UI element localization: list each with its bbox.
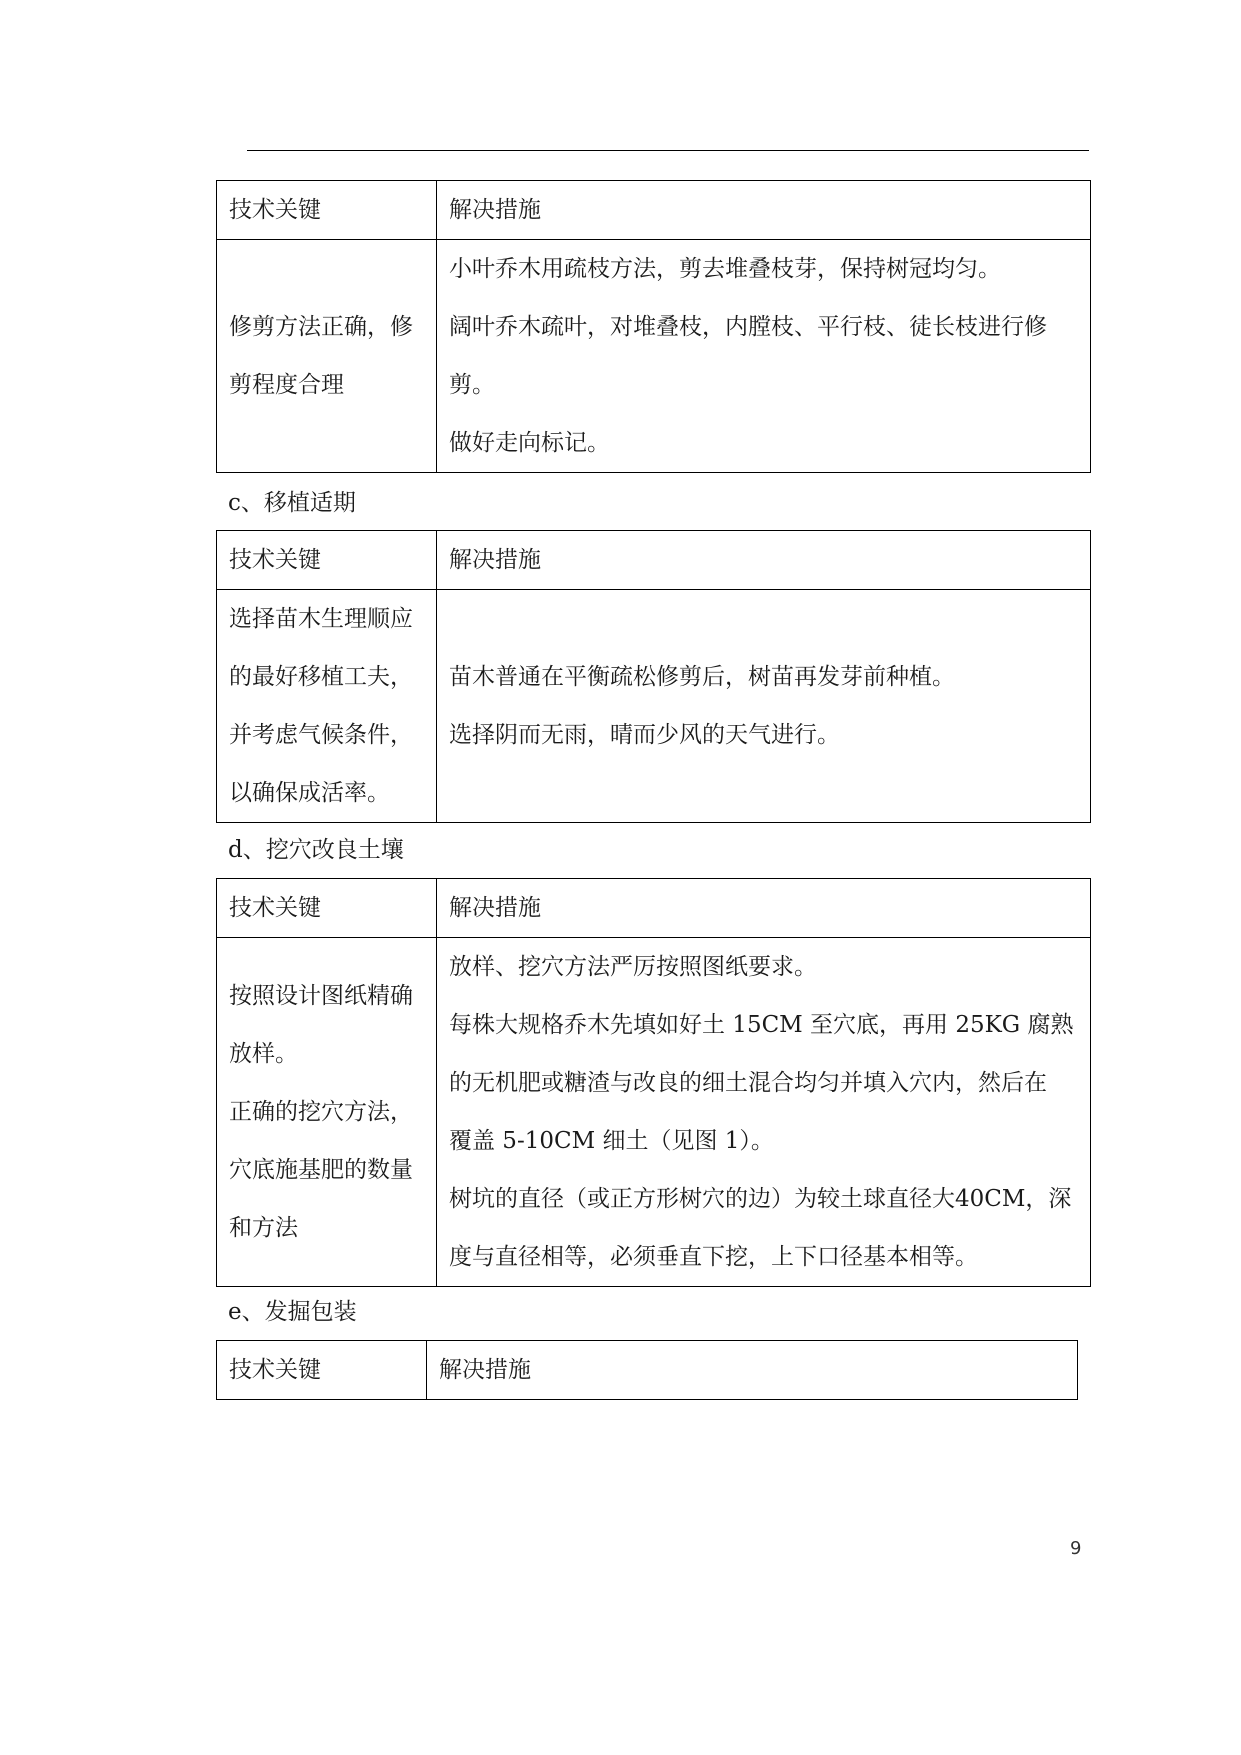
table-header-row [217,181,1091,240]
header-key: 技术关键 [217,181,437,240]
solution-line: 放样、挖穴方法严厉按照图纸要求。 [449,954,817,980]
section-heading-c: c、移植适期 [228,490,356,516]
solution-line: 小叶乔木用疏枝方法，剪去堆叠枝芽，保持树冠均匀。 [449,256,1001,282]
key-line: 修剪方法正确，修 [229,314,413,340]
key-cell [217,938,437,1287]
header-rule [247,150,1089,151]
key-line: 正确的挖穴方法， [229,1099,413,1125]
solution-line: 剪。 [449,372,495,398]
header-solution: 解决措施 [437,879,1091,938]
table-pit-digging [216,878,1091,1287]
table-header-row [217,879,1091,938]
header-solution: 解决措施 [427,1341,1078,1400]
solution-line: 苗木普通在平衡疏松修剪后，树苗再发芽前种植。 [449,664,955,690]
table-row [217,590,1091,823]
header-solution: 解决措施 [437,181,1091,240]
table-transplant-timing [216,530,1091,823]
header-key: 技术关键 [217,879,437,938]
key-line: 以确保成活率。 [229,780,390,806]
solution-line: 度与直径相等，必须垂直下挖，上下口径基本相等。 [449,1244,978,1270]
solution-cell [437,240,1091,473]
key-cell [217,240,437,473]
header-solution: 解决措施 [437,531,1091,590]
table-header-row [217,1341,1078,1400]
table-header-row [217,531,1091,590]
table-pruning [216,180,1091,473]
key-line: 穴底施基肥的数量 [229,1157,413,1183]
page-number: 9 [1070,1538,1082,1559]
solution-line: 阔叶乔木疏叶，对堆叠枝，内膛枝、平行枝、徒长枝进行修 [449,314,1047,340]
key-cell [217,590,437,823]
solution-cell [437,938,1091,1287]
key-line: 选择苗木生理顺应 [229,606,413,632]
key-line: 按照设计图纸精确 [229,983,413,1009]
header-key: 技术关键 [217,531,437,590]
table-excavation-packing [216,1340,1078,1400]
solution-line: 覆盖 5-10CM 细土（见图 1）。 [449,1128,774,1154]
header-key: 技术关键 [217,1341,427,1400]
table-row [217,938,1091,1287]
key-line: 和方法 [229,1215,298,1241]
solution-cell [437,590,1091,823]
solution-line: 每株大规格乔木先填如好土 15CM 至穴底，再用 25KG 腐熟 [449,1012,1074,1038]
solution-line: 做好走向标记。 [449,430,610,456]
key-line: 放样。 [229,1041,298,1067]
section-heading-e: e、发掘包装 [228,1299,357,1325]
table-row [217,240,1091,473]
solution-line: 的无机肥或糖渣与改良的细土混合均匀并填入穴内，然后在 [449,1070,1047,1096]
key-line: 剪程度合理 [229,372,344,398]
key-line: 的最好移植工夫， [229,664,413,690]
key-line: 并考虑气候条件， [229,722,413,748]
solution-line: 选择阴而无雨，晴而少风的天气进行。 [449,722,840,748]
solution-line: 树坑的直径（或正方形树穴的边）为较土球直径大40CM，深 [449,1186,1072,1212]
section-heading-d: d、挖穴改良土壤 [228,837,404,863]
